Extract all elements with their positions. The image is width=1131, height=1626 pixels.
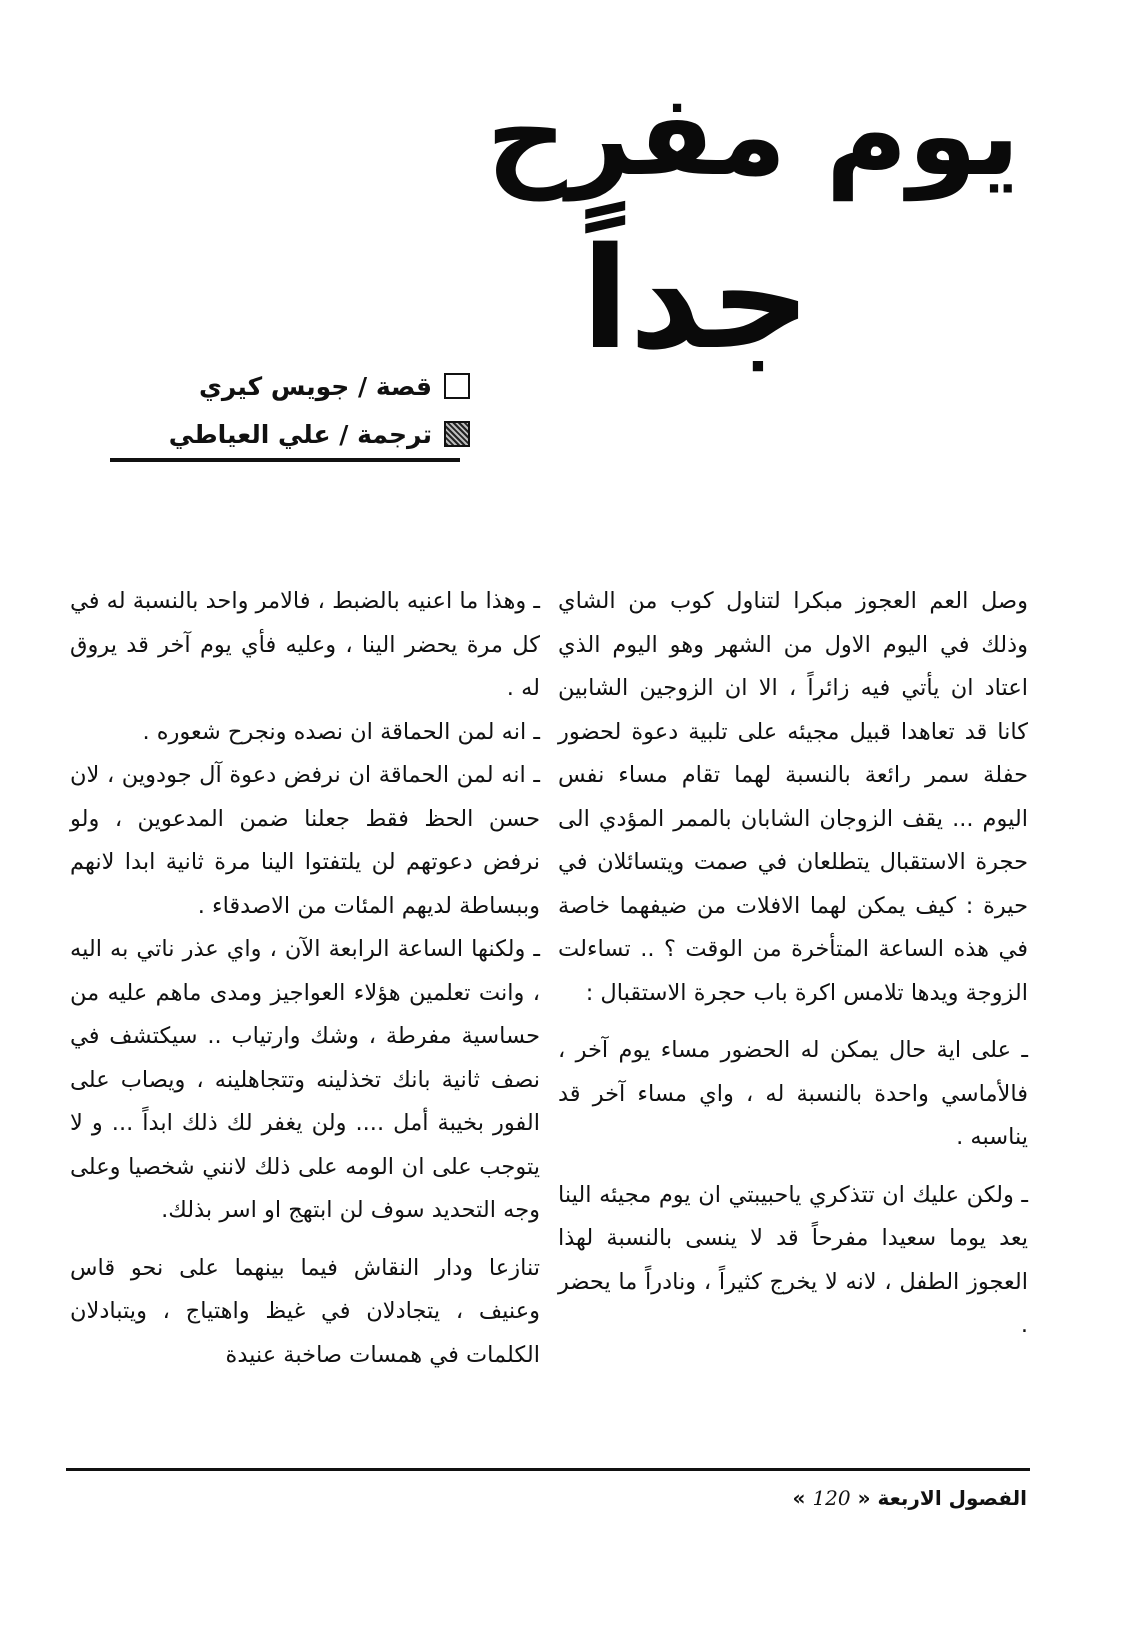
story-title-line-2: جداً bbox=[581, 218, 811, 381]
square-bullet-icon bbox=[444, 373, 470, 399]
story-title-line-1: يوم مفرح bbox=[486, 71, 1020, 201]
credits-block bbox=[110, 362, 470, 458]
text-column-right bbox=[558, 580, 1028, 1348]
paragraph: ـ ولكنها الساعة الرابعة الآن ، واي عذر ناتي به اليه ، وانت تعلمين هؤلاء العواجيز ومدى ماهم عليه من حساسية مفرطة ، وشك وارتياب .. سيكتشف في نصف ثانية بانك تخذلينه وتتجاهلينه ، ويصاب على الفور بخيبة أمل .... ولن يغفر لك ذلك ابداً ... و لا يتوجب على ان الومه على ذلك لانني شخصيا وعلى وجه التحديد سوف لن ابتهج او اسر بذلك. bbox=[70, 936, 540, 1223]
paragraph: ـ على اية حال يمكن له الحضور مساء يوم آخر ، فالأماسي واحدة بالنسبة له ، واي مساء آخر قد يناسبه . bbox=[558, 1037, 1028, 1150]
credit-story: قصة / جويس كيري bbox=[198, 371, 432, 401]
text-column-left bbox=[70, 580, 540, 1377]
paragraph: ـ ولكن عليك ان تتذكري ياحبيبتي ان يوم مجيئه الينا يعد يوما سعيدا مفرحاً قد لا ينسى بالنسبة لهذا العجوز الطفل ، لانه لا يخرج كثيراً ، ونادراً ما يحضر . bbox=[558, 1181, 1028, 1338]
paragraph: ـ انه لمن الحماقة ان نرفض دعوة آل جودوين ، لان حسن الحظ فقط جعلنا ضمن المدعوين ، ولو نرفض دعوتهم لن يلتفتوا الينا مرة ثانية ابدا لانهم وببساطة لديهم المئات من الاصدقاء . bbox=[70, 762, 540, 919]
credit-translation: ترجمة / علي العياطي bbox=[168, 419, 432, 449]
quote-open: « bbox=[857, 1486, 871, 1510]
page-number: 120 bbox=[812, 1486, 851, 1510]
credits-divider bbox=[110, 458, 460, 462]
hatched-square-bullet-icon bbox=[444, 421, 470, 447]
magazine-name: الفصول الاربعة bbox=[877, 1486, 1027, 1510]
paragraph: وصل العم العجوز مبكرا لتناول كوب من الشاي وذلك في اليوم الاول من الشهر وهو اليوم الذي اعتاد ان يأتي فيه زائراً ، الا ان الزوجين الشابين كانا قد تعاهدا قبيل مجيئه على تلبية دعوة لحضور حفلة سمر رائعة بالنسبة لهما تقام مساء نفس اليوم ... يقف الزوجان الشابان بالممر المؤدي الى حجرة الاستقبال يتطلعان في صمت ويتسائلان في حيرة : كيف يمكن لهما الافلات من ضيفهما خاصة في هذه الساعة المتأخرة من الوقت ؟ .. تساءلت الزوجة ويدها تلامس اكرة باب حجرة الاستقبال : bbox=[558, 588, 1028, 1006]
quote-close: » bbox=[792, 1486, 806, 1510]
paragraph: تنازعا ودار النقاش فيما بينهما على نحو قاس وعنيف ، يتجادلان في غيظ واهتياج ، ويتبادلان الكلمات في همسات صاخبة عنيدة bbox=[70, 1254, 540, 1368]
paragraph: ـ وهذا ما اعنيه بالضبط ، فالامر واحد بالنسبة له في كل مرة يحضر الينا ، وعليه فأي يوم آخر قد يروق له . bbox=[70, 588, 540, 701]
page-footer bbox=[793, 1486, 1027, 1510]
credit-translation-row bbox=[110, 410, 470, 458]
paragraph: ـ انه لمن الحماقة ان نصده ونجرح شعوره . bbox=[142, 718, 540, 745]
footer-divider bbox=[66, 1468, 1030, 1471]
credit-story-row bbox=[110, 362, 470, 410]
